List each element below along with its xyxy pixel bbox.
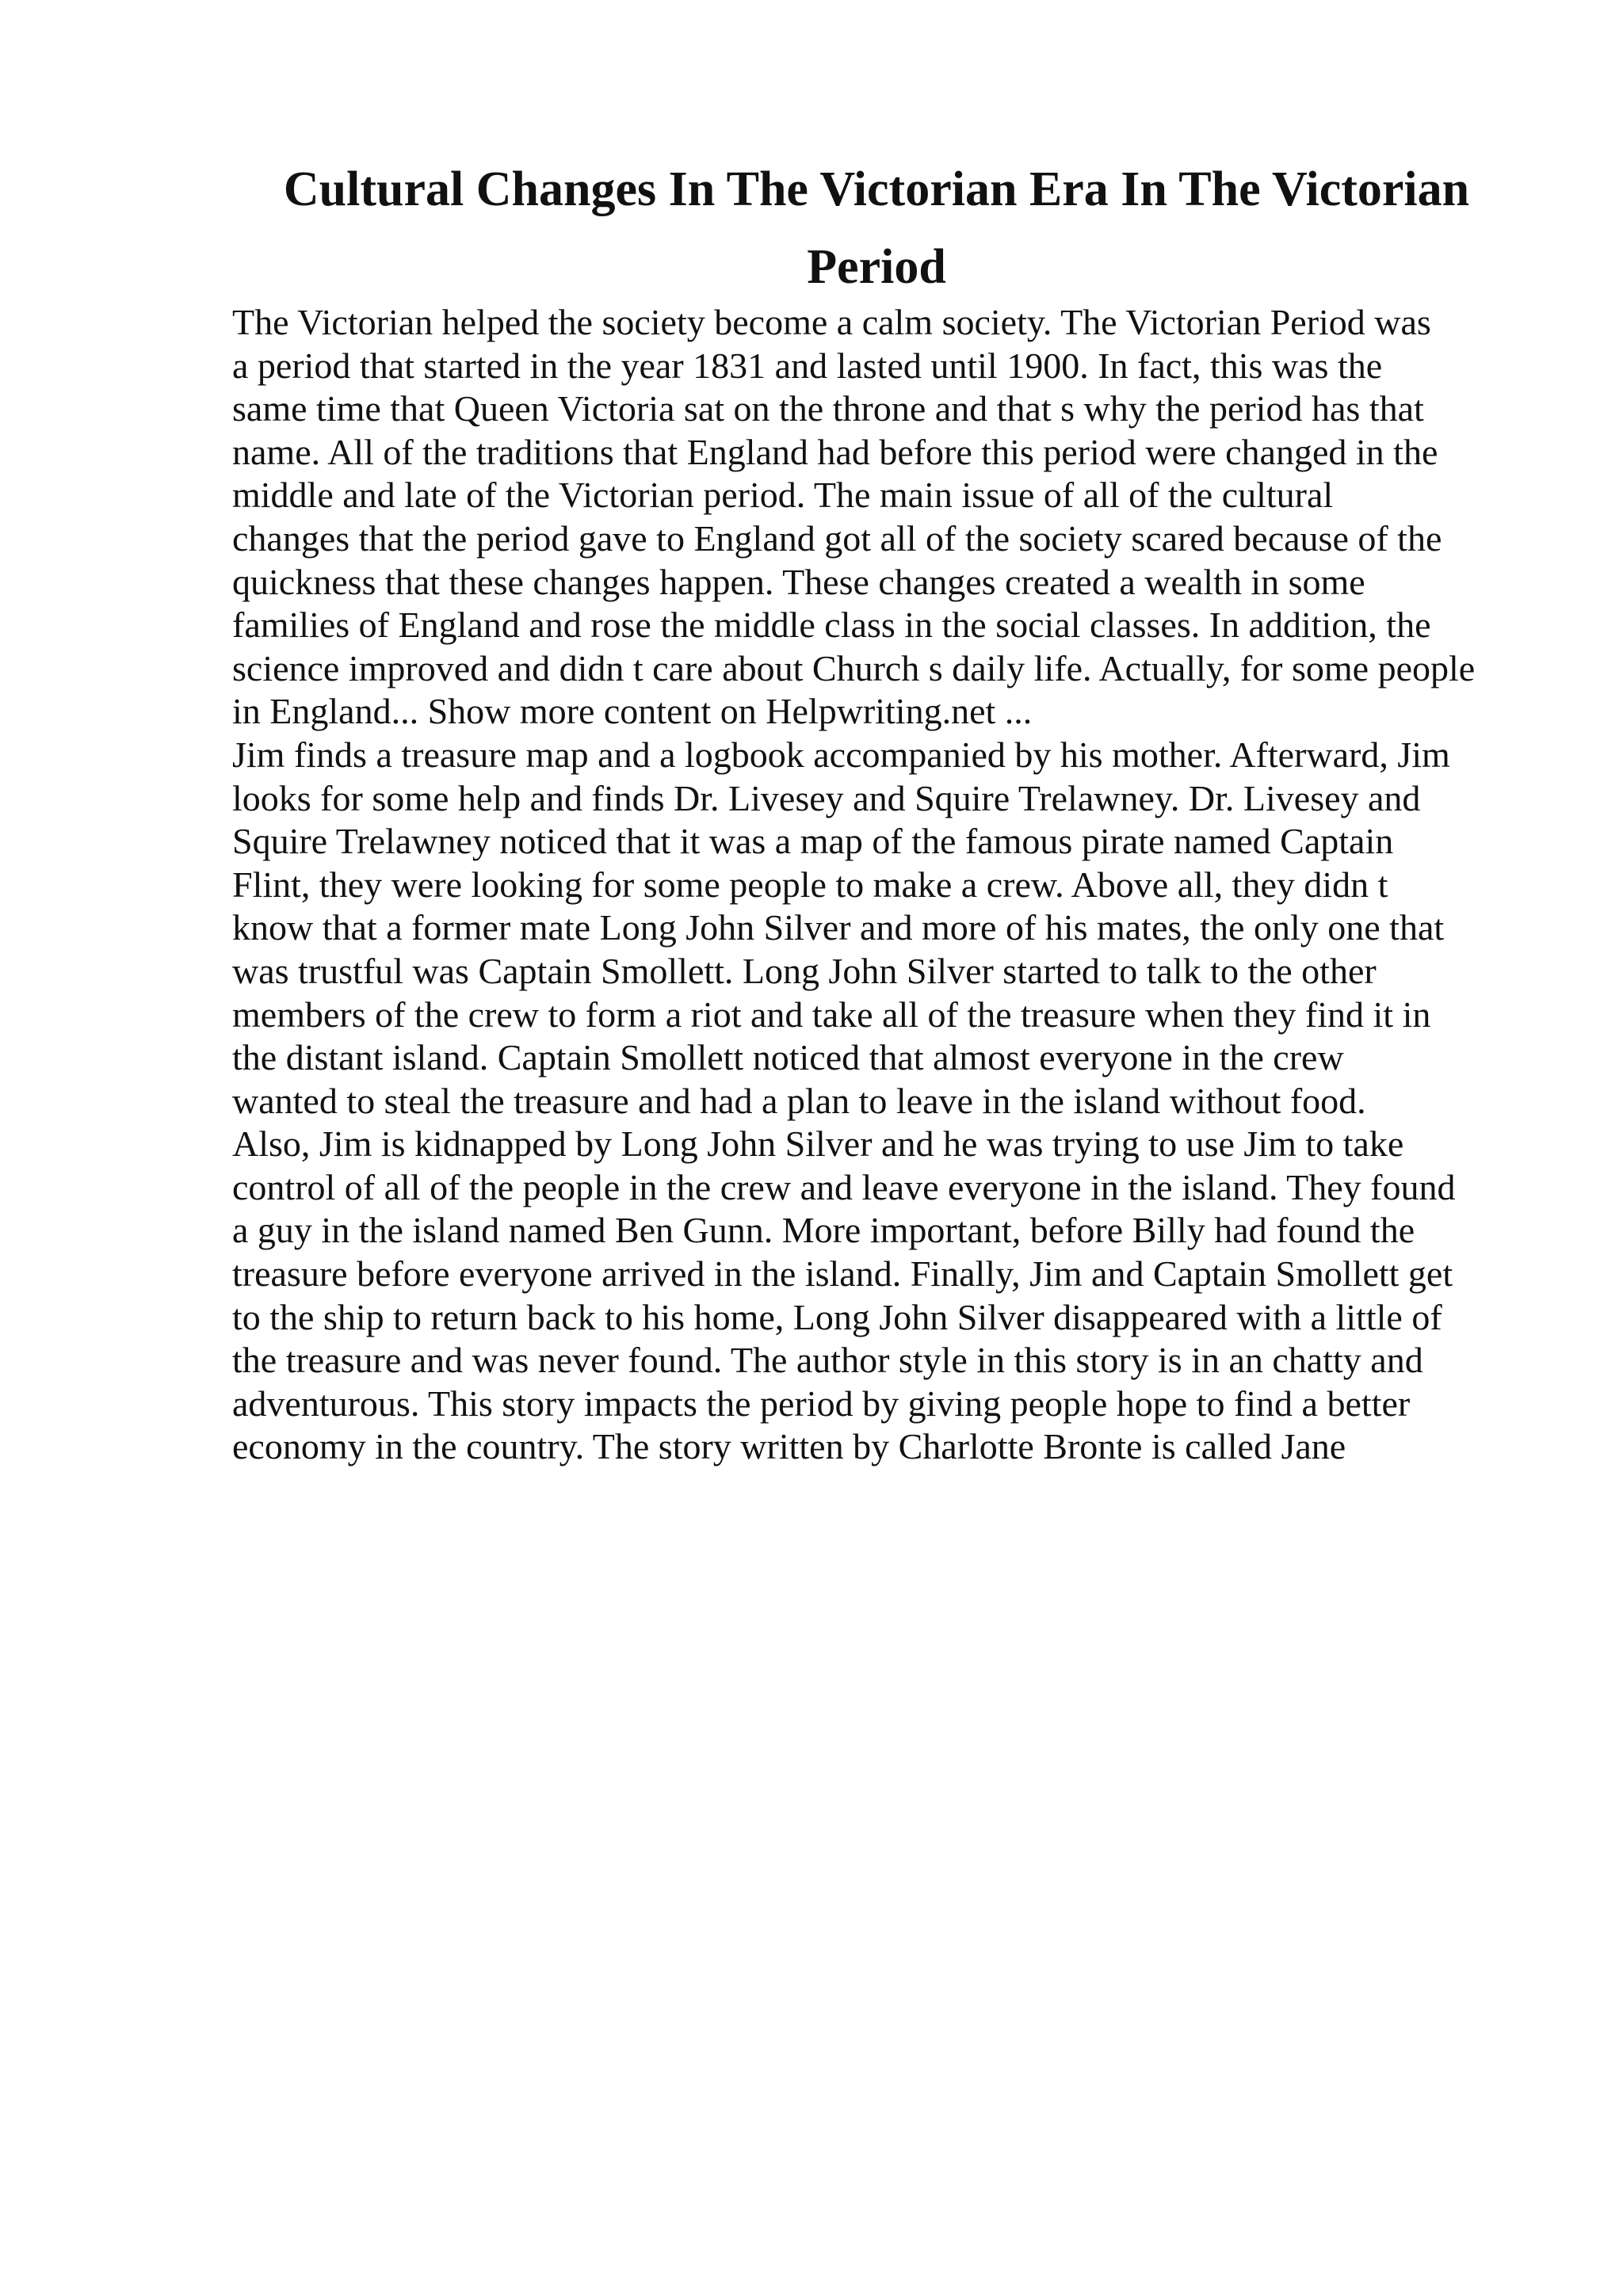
body-line: Jim finds a treasure map and a logbook accompanied by his mother. Afterward, Jim (232, 734, 1450, 775)
body-line: The Victorian helped the society become a calm society. The Victorian Period was (232, 302, 1431, 342)
document-title: Cultural Changes In The Victorian Era In The Victorian Period (283, 162, 1470, 294)
body-line: Squire Trelawney noticed that it was a map of the famous pirate named Captain (232, 821, 1394, 862)
body-line: the treasure and was never found. The author style in this story is in an chatty and (232, 1340, 1423, 1381)
body-line: changes that the period gave to England got all of the society scared because of the (232, 517, 1442, 559)
document-body (232, 301, 1516, 1469)
body-line: wanted to steal the treasure and had a plan to leave in the island without food. (232, 1080, 1366, 1121)
body-line: same time that Queen Victoria sat on the throne and that s why the period has that (232, 388, 1424, 429)
body-line: name. All of the traditions that England had before this period were changed in the (232, 431, 1438, 472)
body-line: a guy in the island named Ben Gunn. More important, before Billy had found the (232, 1210, 1415, 1251)
body-line: to the ship to return back to his home, Long John Silver disappeared with a little of (232, 1296, 1442, 1337)
body-line: a period that started in the year 1831 and lasted until 1900. In fact, this was the (232, 345, 1383, 386)
body-line: know that a former mate Long John Silver and more of his mates, the only one that (232, 907, 1445, 948)
body-line: economy in the country. The story written by Charlotte Bronte is called Jane (232, 1426, 1346, 1467)
body-line: families of England and rose the middle class in the social classes. In addition, the (232, 605, 1431, 646)
body-line: Also, Jim is kidnapped by Long John Silver and he was trying to use Jim to take (232, 1123, 1404, 1165)
body-line: middle and late of the Victorian period. The main issue of all of the cultural (232, 475, 1334, 516)
body-line: quickness that these changes happen. These changes created a wealth in some (232, 561, 1365, 602)
body-line: science improved and didn t care about Church s daily life. Actually, for some people (232, 647, 1476, 688)
body-line: members of the crew to form a riot and take all of the treasure when they find it in (232, 994, 1431, 1035)
body-line: was trustful was Captain Smollett. Long John Silver started to talk to the other (232, 950, 1377, 991)
body-line: control of all of the people in the crew and leave everyone in the island. They found (232, 1166, 1456, 1207)
body-line: looks for some help and finds Dr. Livesey and Squire Trelawney. Dr. Livesey and (232, 777, 1421, 818)
body-line: the distant island. Captain Smollett noticed that almost everyone in the crew (232, 1037, 1344, 1078)
body-line: in England... Show more content on Helpwriting.net ... (232, 691, 1033, 732)
body-line: treasure before everyone arrived in the island. Finally, Jim and Captain Smollett get (232, 1253, 1453, 1295)
body-line: Flint, they were looking for some people to make a crew. Above all, they didn t (232, 864, 1388, 905)
body-line: adventurous. This story impacts the period by giving people hope to find a better (232, 1383, 1411, 1424)
